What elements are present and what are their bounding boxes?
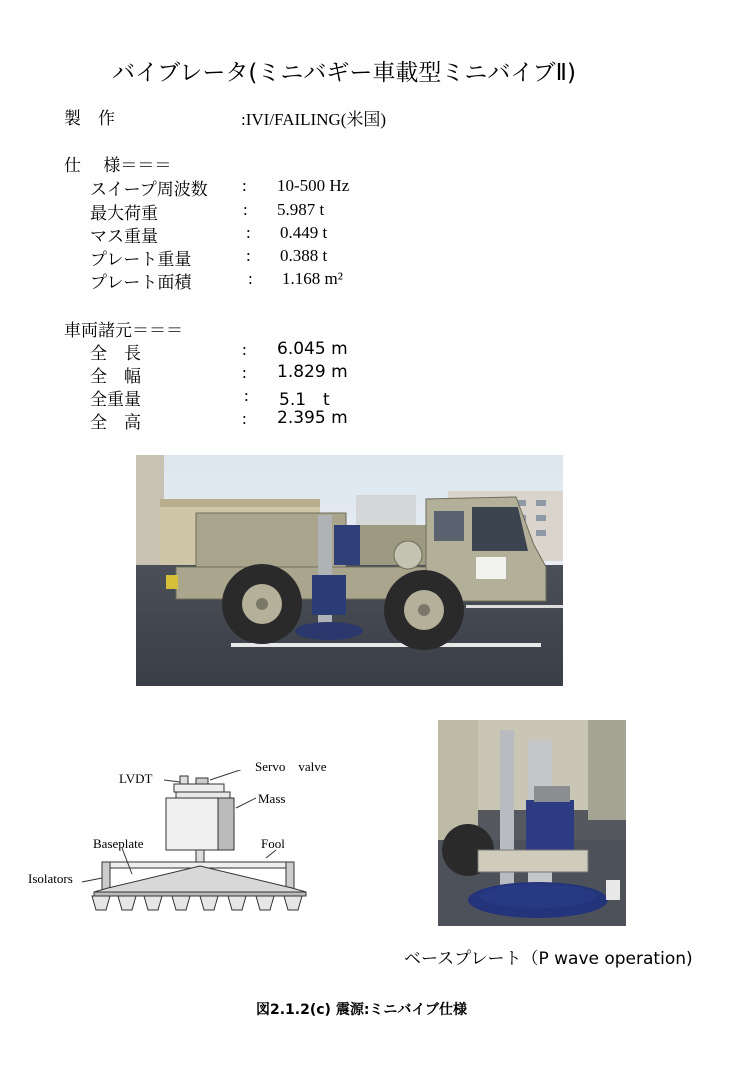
spec-row-label: マス重量 [90, 227, 158, 247]
vehicle-row-value: 2.395 m [277, 408, 348, 428]
diagram-label-mass: Mass [258, 791, 286, 806]
diagram-label-fool: Fool [261, 836, 285, 851]
spec-row-label: スイープ周波数 [90, 180, 208, 200]
vehicle-row-label: 全重量 [90, 390, 141, 410]
figure-caption: 図2.1.2(c) 震源:ミニバイブ仕様 [256, 1002, 468, 1018]
vehicle-row-label: 全 幅 [90, 367, 141, 387]
spec-row-label: プレート重量 [90, 250, 192, 270]
vehicle-row-sep: : [242, 363, 247, 382]
spec-row-value: 0.449 t [280, 223, 328, 242]
spec-row-sep: : [246, 223, 251, 242]
spec-row-sep: : [243, 200, 248, 219]
vehicle-row-label: 全 高 [90, 413, 141, 433]
spec-row-label: 最大荷重 [90, 204, 158, 224]
page-title: バイブレータ(ミニバギー車載型ミニバイブⅡ) [112, 60, 576, 86]
vehicle-row-sep: : [242, 409, 247, 428]
spec-row-sep: : [246, 246, 251, 265]
spec-row-label: プレート面積 [90, 273, 192, 293]
spec-row-value: 1.168 m² [282, 269, 343, 288]
diagram-label-lvdt: LVDT [119, 771, 153, 786]
vehicle-heading: 車両諸元＝＝＝ [64, 321, 183, 341]
vehicle-row-value: 1.829 m [277, 362, 348, 382]
spec-row-value: 5.987 t [277, 200, 325, 219]
diagram-label-isolators: Isolators [28, 871, 73, 886]
baseplate-caption: ベースプレート（P wave operation) [404, 949, 693, 969]
vehicle-row-sep: : [242, 340, 247, 359]
diagram-label-servo-valve: Servo valve [255, 759, 327, 774]
vehicle-row-value: 5.1 t [279, 390, 330, 410]
vehicle-row-sep: : [244, 386, 249, 405]
spec-row-sep: : [242, 176, 247, 195]
vehicle-row-label: 全 長 [90, 344, 141, 364]
vehicle-row-value: 6.045 m [277, 339, 348, 359]
maker-label: 製 作 [64, 109, 115, 129]
spec-row-sep: : [248, 269, 253, 288]
vibrator-truck-photo [136, 455, 563, 686]
diagram-label-baseplate: Baseplate [93, 836, 144, 851]
maker-value: :IVI/FAILING(米国) [241, 110, 387, 129]
spec-row-value: 0.388 t [280, 246, 328, 265]
spec-heading: 仕 様＝＝＝ [64, 156, 172, 176]
baseplate-photo [438, 720, 626, 926]
spec-row-value: 10-500 Hz [277, 176, 350, 195]
